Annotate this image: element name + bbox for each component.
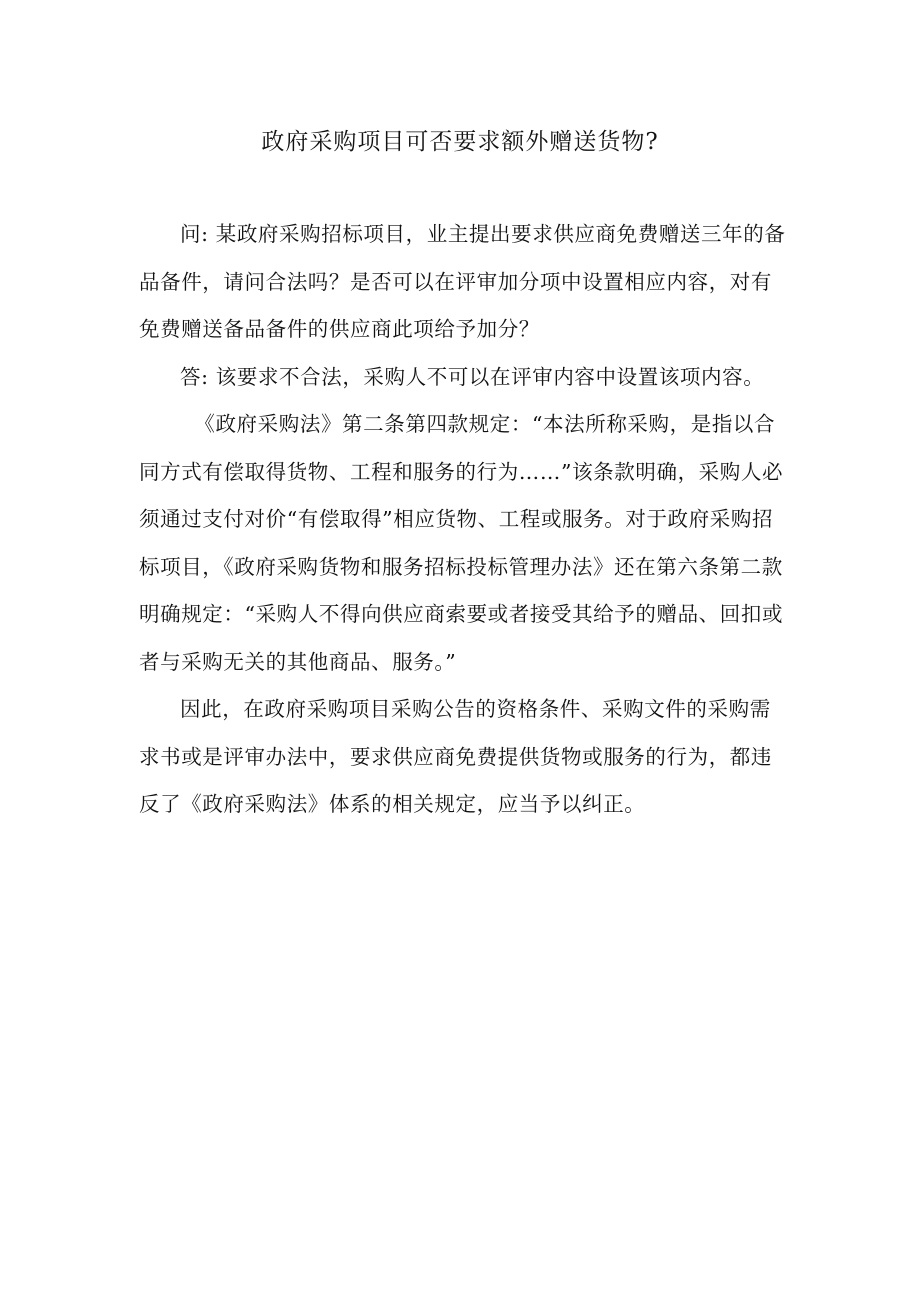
- answer-paragraph: 答: 该要求不合法，采购人不可以在评审内容中设置该项内容。: [180, 364, 765, 389]
- document-body: [139, 211, 791, 829]
- question-paragraph: 问: 某政府采购招标项目，业主提出要求供应商免费赠送三年的备品备件，请问合法吗？是否可以在评审加分项中设置相应内容，对有免费赠送备品备件的供应商此项给予加分？: [139, 222, 786, 341]
- law-citation-paragraph: 《政府采购法》第二条第四款规定：“本法所称采购，是指以合同方式有偿取得货物、工程和服务的行为……”该条款明确，采购人必须通过支付对价“有偿取得”相应货物、工程或服务。对于政府采购招标项目，《政府采购货物和服务招标投标管理办法》还在第六条第二款明确规定：“采购人不得向供应商索要或者接受其给予的赠品、回扣或者与采购无关的其他商品、服务。”: [139, 412, 784, 674]
- conclusion-paragraph: 因此，在政府采购项目采购公告的资格条件、采购文件的采购需求书或是评审办法中，要求供应商免费提供货物或服务的行为，都违反了《政府采购法》体系的相关规定，应当予以纠正。: [139, 697, 772, 816]
- document-title: 政府采购项目可否要求额外赠送货物?: [261, 129, 659, 155]
